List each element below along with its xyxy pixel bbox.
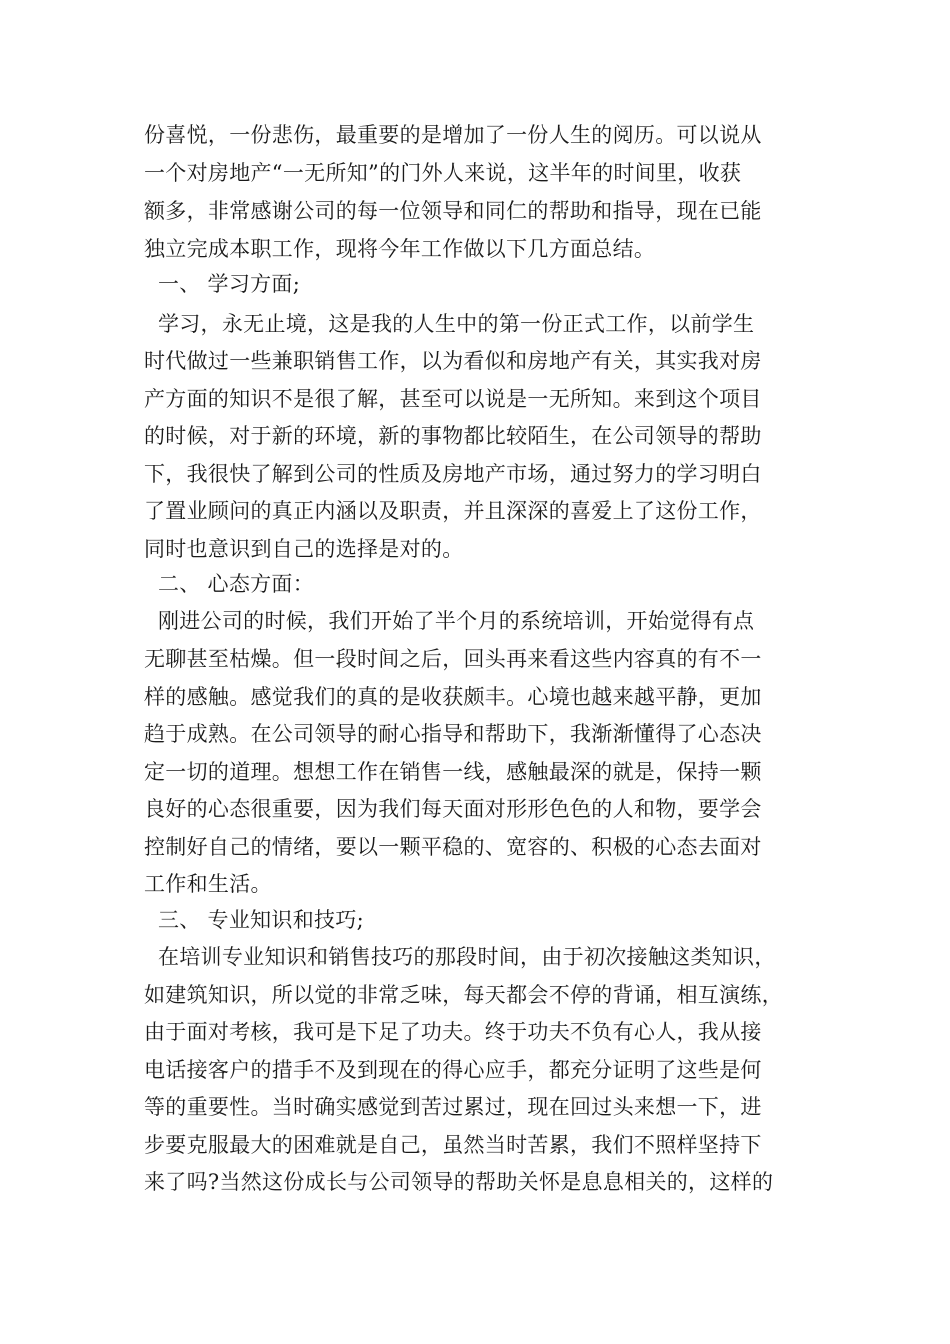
- section-heading: 三、 专业知识和技巧;: [144, 908, 365, 932]
- text-line: 良好的心态很重要，因为我们每天面对形形色色的人和物，要学会: [144, 797, 762, 821]
- text-line: 一个对房地产“一无所知”的门外人来说，这半年的时间里，收获: [144, 161, 742, 185]
- text-line: 由于面对考核，我可是下足了功夫。终于功夫不负有心人，我从接: [144, 1020, 762, 1044]
- text-line: 学习，永无止境，这是我的人生中的第一份正式工作，以前学生: [144, 312, 755, 336]
- text-line: 趋于成熟。在公司领导的耐心指导和帮助下，我渐渐懂得了心态决: [144, 722, 762, 746]
- text-line: 无聊甚至枯燥。但一段时间之后，回头再来看这些内容真的有不一: [144, 647, 762, 671]
- text-line: 时代做过一些兼职销售工作，以为看似和房地产有关，其实我对房: [144, 349, 762, 373]
- text-line: 控制好自己的情绪，要以一颗平稳的、宽容的、积极的心态去面对: [144, 835, 762, 859]
- text-line: 定一切的道理。想想工作在销售一线，感触最深的就是，保持一颗: [144, 760, 762, 784]
- text-line: 下，我很快了解到公司的性质及房地产市场，通过努力的学习明白: [144, 462, 762, 486]
- text-line: 独立完成本职工作，现将今年工作做以下几方面总结。: [144, 237, 656, 261]
- text-line: 了置业顾问的真正内涵以及职责，并且深深的喜爱上了这份工作，: [144, 499, 762, 523]
- section-heading: 二、 心态方面：: [144, 572, 315, 596]
- text-line: 样的感触。感觉我们的真的是收获颇丰。心境也越来越平静，更加: [144, 685, 762, 709]
- text-line: 份喜悦，一份悲伤，最重要的是增加了一份人生的阅历。可以说从: [144, 123, 762, 147]
- text-line: 同时也意识到自己的选择是对的。: [144, 537, 464, 561]
- text-line: 在培训专业知识和销售技巧的那段时间，由于初次接触这类知识，: [144, 945, 776, 969]
- text-line: 来了吗?当然这份成长与公司领导的帮助关怀是息息相关的，这样的: [144, 1170, 774, 1194]
- text-line: 步要克服最大的困难就是自己，虽然当时苦累，我们不照样坚持下: [144, 1133, 762, 1157]
- section-heading: 一、 学习方面;: [144, 272, 301, 296]
- text-line: 电话接客户的措手不及到现在的得心应手，都充分证明了这些是何: [144, 1058, 762, 1082]
- text-line: 刚进公司的时候，我们开始了半个月的系统培训，开始觉得有点: [144, 609, 755, 633]
- text-line: 如建筑知识，所以觉的非常乏味，每天都会不停的背诵，相互演练，: [144, 983, 783, 1007]
- text-line: 额多，非常感谢公司的每一位领导和同仁的帮助和指导，现在已能: [144, 199, 762, 223]
- text-line: 工作和生活。: [144, 872, 272, 896]
- text-line: 产方面的知识不是很了解，甚至可以说是一无所知。来到这个项目: [144, 387, 762, 411]
- text-line: 等的重要性。当时确实感觉到苦过累过，现在回过头来想一下，进: [144, 1095, 762, 1119]
- text-line: 的时候，对于新的环境，新的事物都比较陌生，在公司领导的帮助: [144, 424, 762, 448]
